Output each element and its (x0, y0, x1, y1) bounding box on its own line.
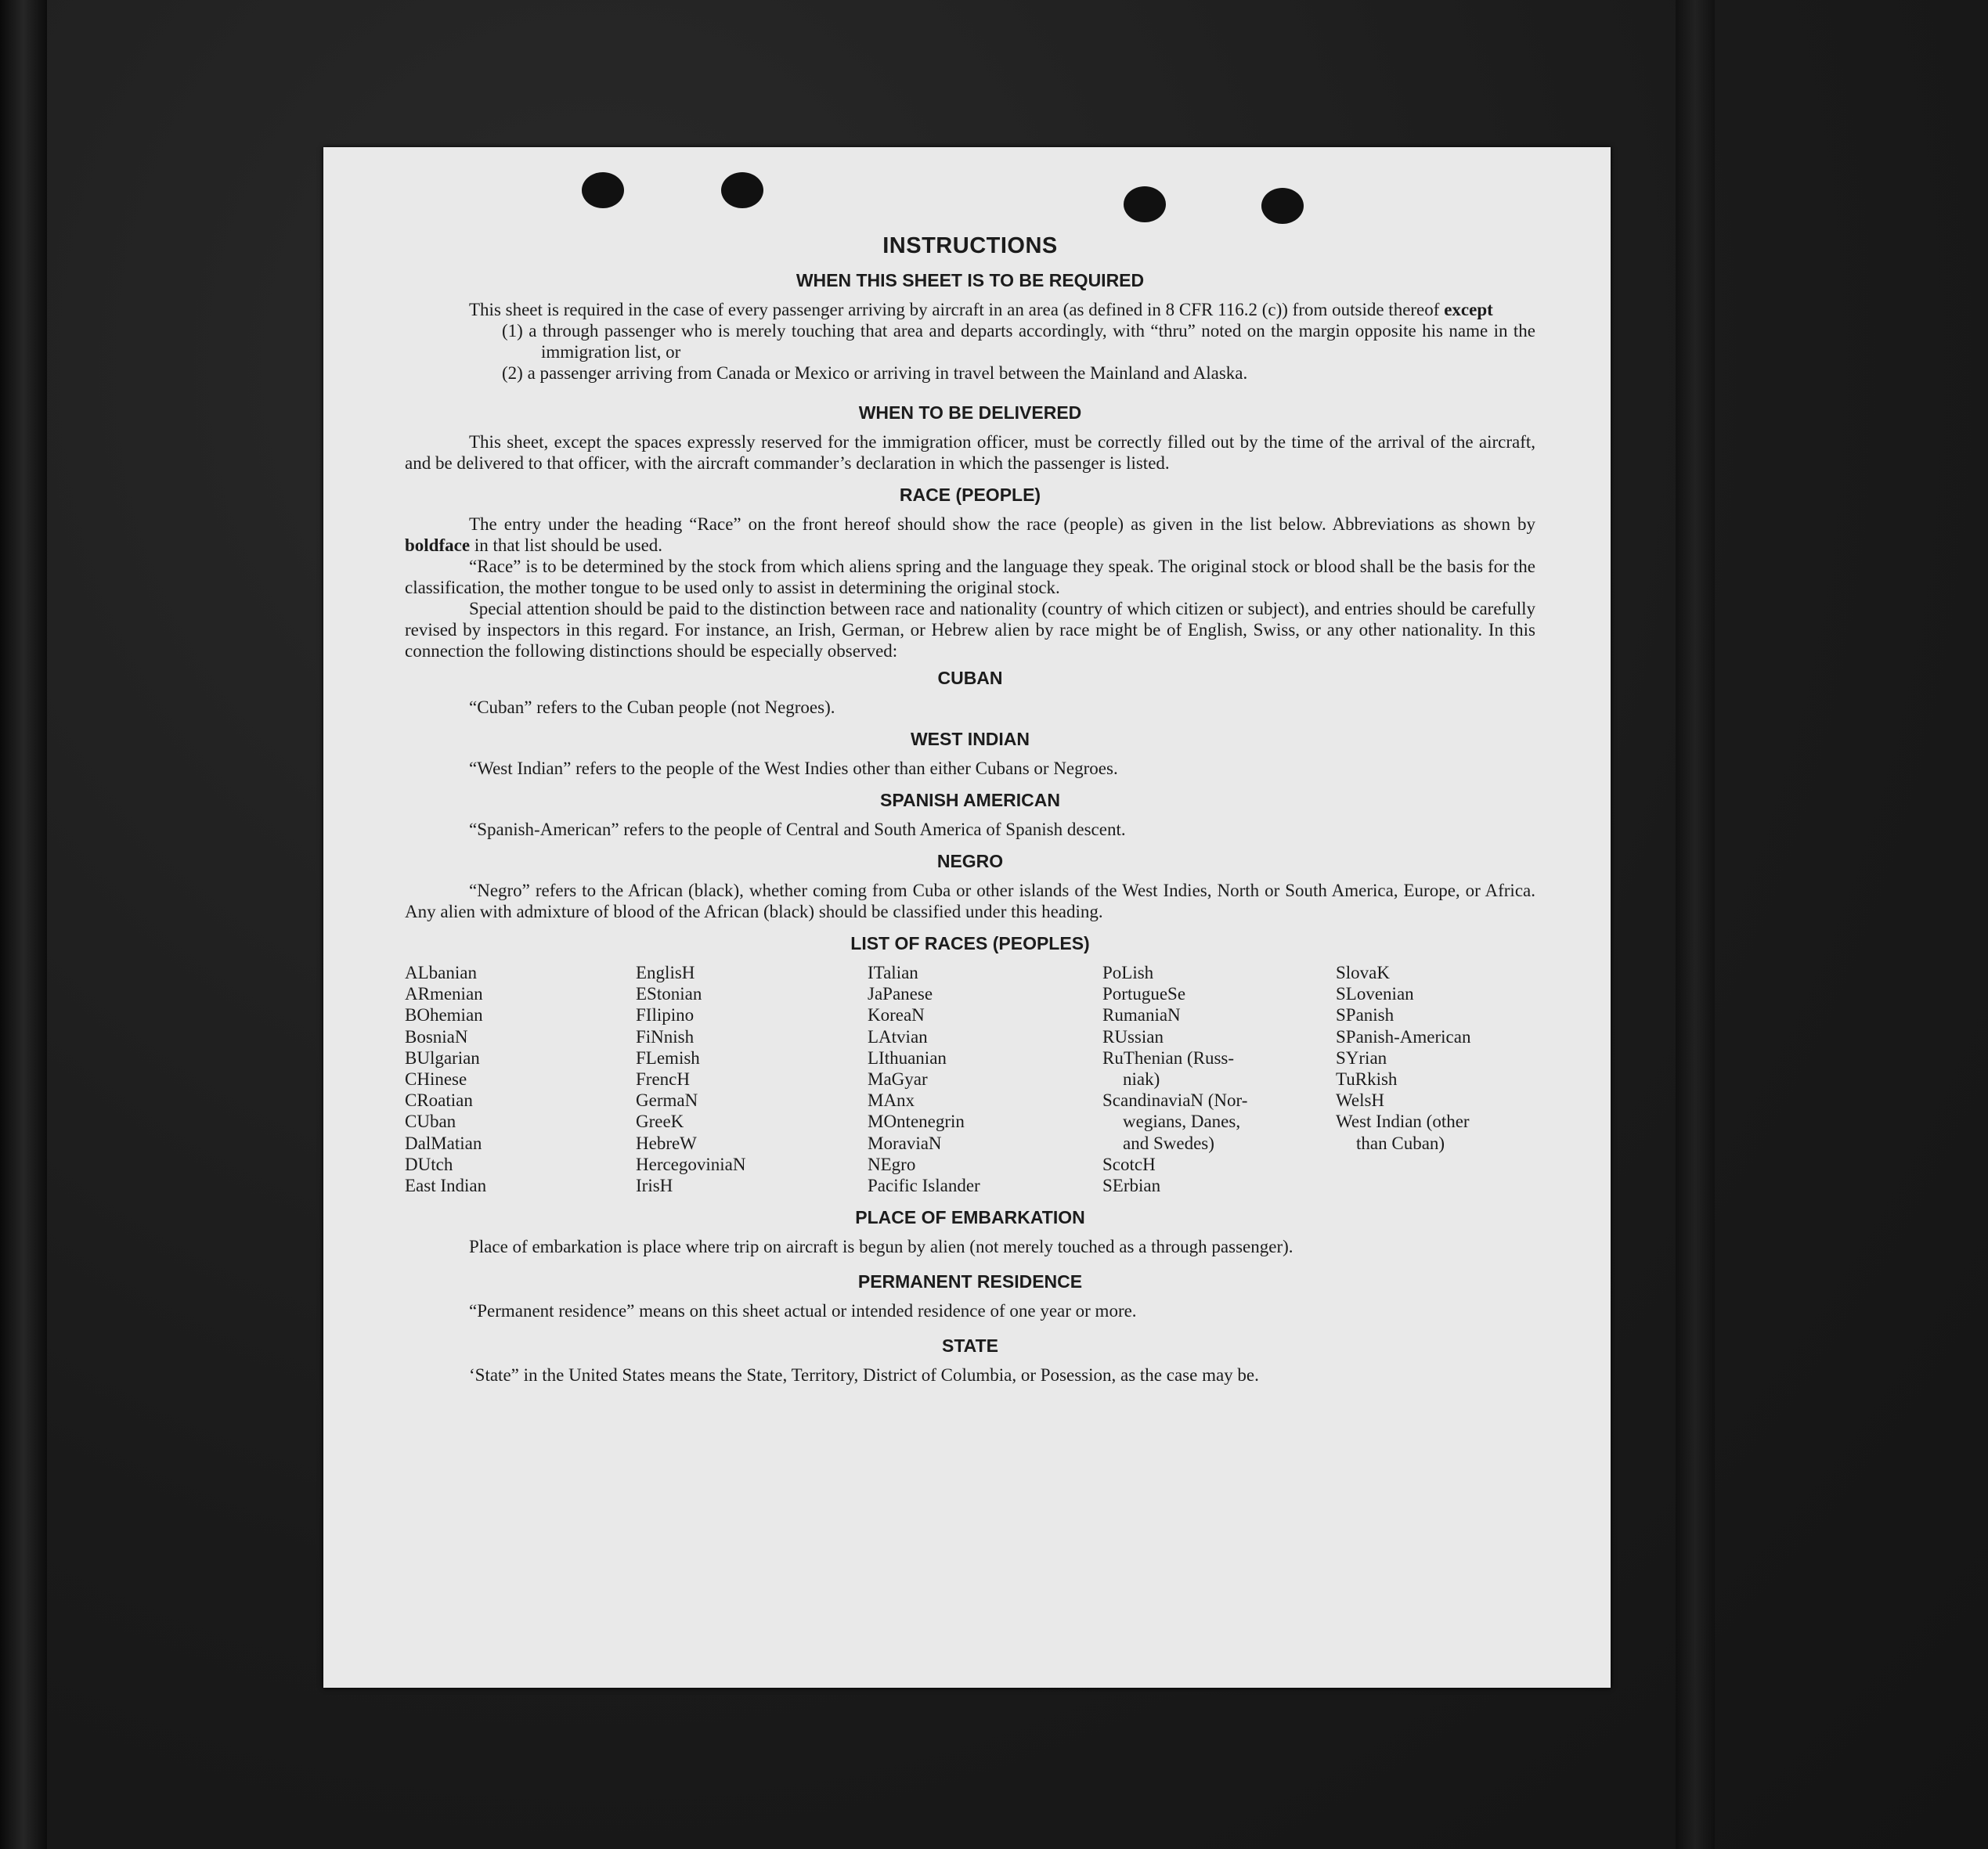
race-entry: West Indian (other (1336, 1112, 1470, 1132)
race-entry: MaGyar (868, 1069, 928, 1090)
race-entry: EnglisH (636, 963, 695, 982)
race-entry: SLovenian (1336, 984, 1414, 1004)
race-entry: SYrian (1336, 1047, 1387, 1068)
section-heading-permanent-residence: PERMANENT RESIDENCE (857, 1271, 1083, 1292)
section-heading-state: STATE (942, 1335, 998, 1357)
race-entry: RumaniaN (1102, 1005, 1181, 1025)
state-text: ‘State” in the United States means the State, Territory, District of Columbia, or Posession, as the case may be. (469, 1365, 1259, 1386)
race-entry: NEgro (868, 1154, 916, 1174)
race-entry: SPanish (1336, 1005, 1394, 1025)
races-column-5 (1336, 962, 1532, 1196)
section-heading-cuban: CUBAN (937, 668, 1003, 688)
section-heading-when-required: WHEN THIS SHEET IS TO BE REQUIRED (796, 270, 1145, 290)
race-entry: PoLish (1102, 963, 1154, 982)
scanner-edge-left (0, 0, 47, 1849)
race-entry-continued: than Cuban) (1356, 1133, 1445, 1153)
spanish-american-text: “Spanish-American” refers to the people of Central and South America of Spanish descent. (469, 820, 1126, 839)
cuban-text: “Cuban” refers to the Cuban people (not Negroes). (469, 697, 835, 717)
required-intro-except: except (1444, 300, 1493, 319)
race-entry: IrisH (636, 1176, 673, 1196)
race-entry: FLemish (636, 1047, 700, 1068)
race-entry: DalMatian (405, 1133, 482, 1153)
punch-hole-icon (1261, 188, 1304, 224)
page-title: INSTRUCTIONS (882, 233, 1058, 258)
race-entry: ARmenian (405, 984, 483, 1004)
exception-item-1 (502, 320, 1535, 362)
required-intro-text: This sheet is required in the case of every passenger arriving by aircraft in an area (as defined in 8 CFR 116.2 (c)) from outside thereof (469, 300, 1440, 319)
race-entry: HercegoviniaN (636, 1154, 746, 1174)
section-heading-race: RACE (PEOPLE) (899, 485, 1041, 505)
section-heading-west-indian: WEST INDIAN (910, 729, 1030, 749)
race-paragraph-1 (405, 514, 1535, 556)
race-entry: FrencH (636, 1069, 690, 1090)
permanent-residence-text: “Permanent residence” means on this sheet actual or intended residence of one year or more. (469, 1301, 1137, 1321)
race-entry: RUssian (1102, 1026, 1164, 1047)
races-column-1 (405, 962, 636, 1196)
race-entry: MoraviaN (868, 1133, 942, 1153)
instruction-sheet (323, 147, 1611, 1688)
races-column-4 (1102, 962, 1336, 1196)
negro-text: “Negro” refers to the African (black), whether coming from Cuba or other islands of the West Indies, North or South America, Europe, or Africa. Any alien with admixture of blood of the African (black) should be classified under this heading. (405, 881, 1535, 921)
race-entry: FiNnish (636, 1026, 695, 1047)
race-entry: East Indian (405, 1176, 487, 1196)
race-entry: GermaN (636, 1090, 698, 1111)
race-entry: WelsH (1336, 1090, 1385, 1111)
west-indian-text: “West Indian” refers to the people of the West Indies other than either Cubans or Negroes. (469, 759, 1118, 778)
embarkation-text: Place of embarkation is place where trip on aircraft is begun by alien (not merely touched as a through passenger). (469, 1237, 1293, 1257)
section-heading-list-of-races: LIST OF RACES (PEOPLES) (850, 933, 1090, 953)
race-entry: JaPanese (868, 984, 933, 1004)
race-entry-continued: and Swedes) (1123, 1133, 1214, 1153)
race-entry: DUtch (405, 1154, 453, 1174)
race-entry: RuThenian (Russ- (1102, 1047, 1235, 1068)
race-entry-continued: niak) (1123, 1069, 1160, 1090)
sheet-content (405, 233, 1535, 1386)
race-entry: HebreW (636, 1133, 697, 1153)
race-entry: ScotcH (1102, 1154, 1156, 1174)
race-entry: CRoatian (405, 1090, 473, 1111)
punch-hole-icon (721, 172, 763, 208)
race-entry: Pacific Islander (868, 1176, 980, 1196)
race-entry: TuRkish (1336, 1069, 1398, 1090)
exception-number: (2) (502, 363, 523, 383)
races-column-3 (868, 962, 1102, 1196)
race-entry: SPanish-American (1336, 1026, 1471, 1047)
race-entry: CHinese (405, 1069, 467, 1090)
exception-text: a through passenger who is merely touching that area and departs accordingly, with “thru” noted on the margin opposite his name in the immigration list, or (529, 321, 1535, 362)
race-entry: ScandinaviaN (Nor- (1102, 1090, 1248, 1111)
punch-hole-icon (582, 172, 624, 208)
race-entry: PortugueSe (1102, 984, 1186, 1004)
race-entry: EStonian (636, 984, 702, 1004)
race-entry: FIlipino (636, 1005, 695, 1025)
race-entry: MOntenegrin (868, 1112, 965, 1132)
race-entry: KoreaN (868, 1005, 925, 1025)
race-entry-continued: wegians, Danes, (1123, 1112, 1241, 1132)
race-entry: BUlgarian (405, 1047, 480, 1068)
race-entry: CUban (405, 1112, 456, 1132)
race-entry: ALbanian (405, 963, 477, 982)
race-paragraph-3: Special attention should be paid to the distinction between race and nationality (country of which citizen or subject), and entries should be carefully revised by inspectors in this regard. For instance, an Irish, German, or Hebrew alien by race might be of English, Swiss, or any other nationality. In this connection the following distinctions should be especially observed: (405, 599, 1535, 661)
section-heading-embarkation: PLACE OF EMBARKATION (855, 1207, 1085, 1228)
punch-hole-icon (1124, 186, 1166, 222)
scanner-edge-right (1676, 0, 1715, 1849)
race-entry: SErbian (1102, 1176, 1161, 1196)
race-entry: LIthuanian (868, 1047, 947, 1068)
race-entry: ITalian (868, 963, 918, 982)
race-entry: LAtvian (868, 1026, 928, 1047)
race-p1-boldface: boldface (405, 535, 471, 555)
race-entry: BosniaN (405, 1026, 468, 1047)
exception-item-2 (502, 362, 1535, 384)
races-list (405, 962, 1535, 1196)
section-heading-spanish-american: SPANISH AMERICAN (879, 790, 1060, 810)
section-heading-negro: NEGRO (936, 851, 1004, 871)
race-p1-text: The entry under the heading “Race” on the front hereof should show the race (people) as given in the list below. Abbreviations as shown by (469, 514, 1535, 534)
required-intro (405, 299, 1535, 320)
section-heading-when-delivered: WHEN TO BE DELIVERED (858, 402, 1082, 423)
race-entry: SlovaK (1336, 963, 1390, 982)
race-p1-end: in that list should be used. (474, 535, 663, 555)
exception-number: (1) (502, 321, 523, 341)
delivered-text: This sheet, except the spaces expressly reserved for the immigration officer, must be correctly filled out by the time of the arrival of the aircraft, and be delivered to that officer, with the aircraft commander’s declaration in which the passenger is listed. (405, 432, 1535, 473)
race-entry: GreeK (636, 1112, 684, 1132)
race-entry: MAnx (868, 1090, 915, 1111)
race-paragraph-2: “Race” is to be determined by the stock from which aliens spring and the language they speak. The original stock or blood shall be the basis for the classification, the mother tongue to be used only to assist in determining the original stock. (405, 557, 1535, 597)
races-column-2 (636, 962, 868, 1196)
exception-text: a passenger arriving from Canada or Mexico or arriving in travel between the Mainland and Alaska. (527, 363, 1248, 383)
race-entry: BOhemian (405, 1005, 483, 1025)
